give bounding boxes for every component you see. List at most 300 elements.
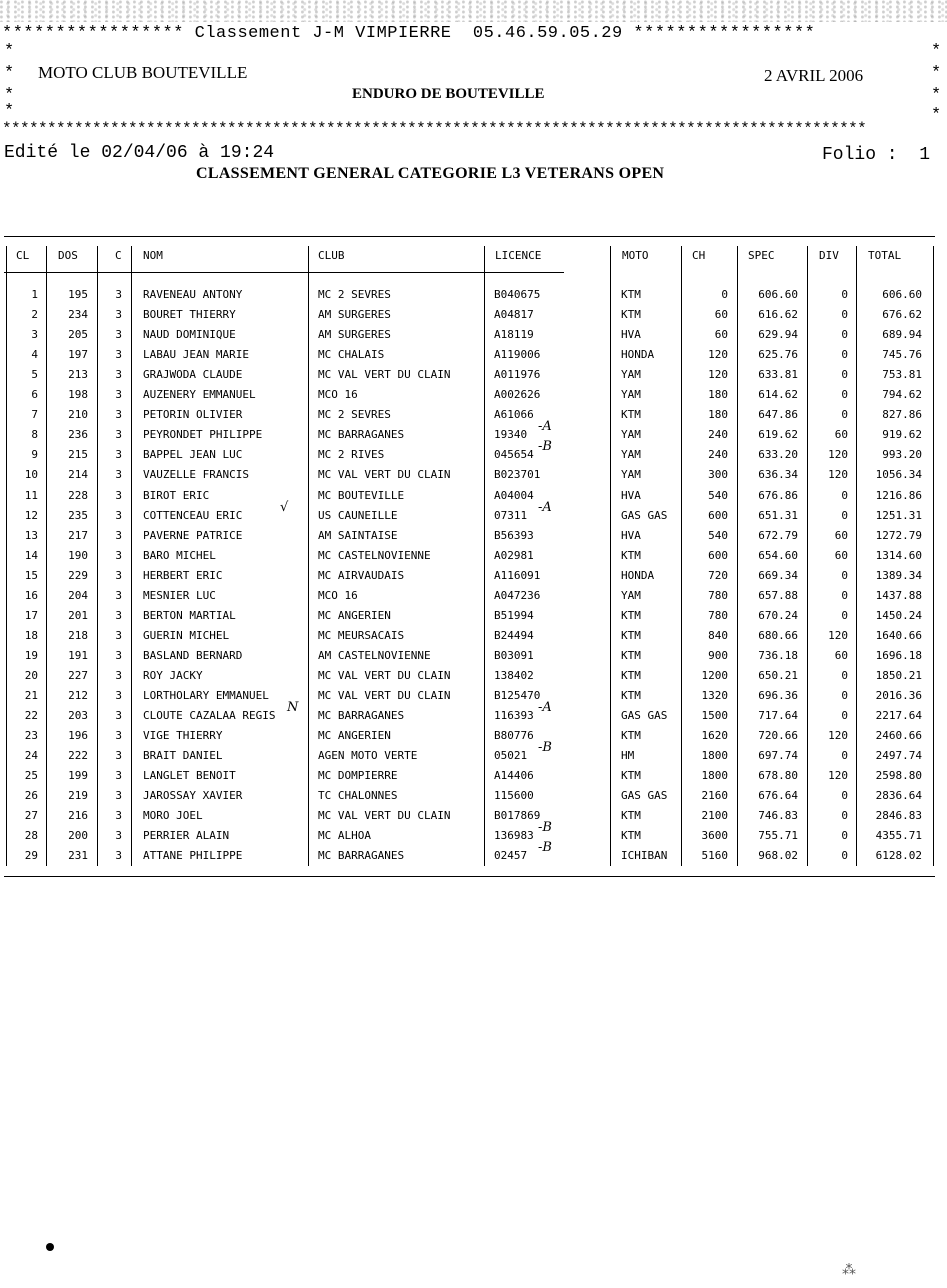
cell-c: 3 <box>115 568 122 582</box>
cell-spec: 968.02 <box>758 849 798 863</box>
table-row <box>0 666 947 686</box>
cell-c: 3 <box>115 448 122 462</box>
cell-cl: 29 <box>24 849 38 863</box>
cell-moto: KTM <box>621 548 641 562</box>
cell-licence: A18119 <box>494 328 534 342</box>
scan-smudge: ⁂ <box>842 1263 856 1279</box>
cell-dos: 191 <box>68 648 88 662</box>
cell-licence: 05021 <box>494 749 528 763</box>
cell-club: MC BARRAGANES <box>318 709 405 723</box>
table-row <box>0 846 947 866</box>
cell-nom: LORTHOLARY EMMANUEL <box>143 689 269 702</box>
cell-nom: BRAIT DANIEL <box>143 749 223 763</box>
cell-club: MC ANGERIEN <box>318 729 391 743</box>
col-header-licence: LICENCE <box>495 249 542 262</box>
cell-licence: A04817 <box>494 308 534 322</box>
table-header-row <box>0 246 947 266</box>
cell-spec: 657.88 <box>758 588 798 602</box>
cell-licence: B017869 <box>494 809 541 823</box>
cell-ch: 600 <box>708 508 728 522</box>
cell-c: 3 <box>115 428 122 442</box>
cell-cl: 4 <box>31 348 38 362</box>
cell-total: 1272.79 <box>875 528 922 542</box>
cell-licence: A61066 <box>494 408 534 422</box>
cell-cl: 22 <box>24 709 38 723</box>
table-bottom-border <box>4 876 935 877</box>
table-row <box>0 385 947 405</box>
cell-moto: KTM <box>621 308 641 322</box>
table-row <box>0 646 947 666</box>
event-title: ENDURO DE BOUTEVILLE <box>352 86 545 102</box>
cell-nom: MORO JOEL <box>143 809 203 823</box>
handwritten-mark: -B <box>538 820 552 836</box>
table-row <box>0 626 947 646</box>
col-header-total: TOTAL <box>868 249 902 262</box>
table-row <box>0 305 947 325</box>
cell-moto: KTM <box>621 689 641 702</box>
cell-total: 6128.02 <box>875 849 922 863</box>
cell-total: 1437.88 <box>875 588 922 602</box>
cell-ch: 1800 <box>701 749 728 763</box>
cell-nom: NAUD DOMINIQUE <box>143 328 236 342</box>
cell-moto: YAM <box>621 428 641 442</box>
cell-div: 0 <box>841 508 848 522</box>
cell-nom: COTTENCEAU ERIC <box>143 508 243 522</box>
cell-club: MC VAL VERT DU CLAIN <box>318 809 451 823</box>
cell-div: 0 <box>841 368 848 382</box>
cell-total: 2846.83 <box>875 809 922 823</box>
cell-ch: 240 <box>708 428 728 442</box>
cell-spec: 647.86 <box>758 408 798 422</box>
col-header-spec: SPEC <box>748 249 775 262</box>
table-row <box>0 425 947 445</box>
cell-dos: 214 <box>68 468 88 482</box>
cell-cl: 11 <box>24 488 38 502</box>
cell-cl: 1 <box>31 288 38 301</box>
cell-cl: 9 <box>31 448 38 462</box>
cell-ch: 120 <box>708 348 728 362</box>
cell-div: 60 <box>834 528 848 542</box>
cell-dos: 229 <box>68 568 88 582</box>
cell-licence: 116393 <box>494 709 534 723</box>
cell-licence: 138402 <box>494 668 534 682</box>
cell-cl: 24 <box>24 749 38 763</box>
cell-dos: 210 <box>68 408 88 422</box>
cell-div: 0 <box>841 689 848 702</box>
cell-spec: 717.64 <box>758 709 798 723</box>
cell-ch: 540 <box>708 528 728 542</box>
cell-nom: ATTANE PHILIPPE <box>143 849 243 863</box>
cell-cl: 12 <box>24 508 38 522</box>
cell-total: 2016.36 <box>875 689 922 702</box>
cell-ch: 1200 <box>701 668 728 682</box>
cell-c: 3 <box>115 508 122 522</box>
cell-spec: 669.34 <box>758 568 798 582</box>
cell-cl: 21 <box>24 689 38 702</box>
cell-spec: 755.71 <box>758 829 798 843</box>
cell-ch: 720 <box>708 568 728 582</box>
cell-ch: 240 <box>708 448 728 462</box>
table-row <box>0 465 947 485</box>
cell-div: 0 <box>841 809 848 823</box>
cell-club: MC 2 SEVRES <box>318 288 391 301</box>
cell-moto: YAM <box>621 388 641 402</box>
cell-div: 0 <box>841 588 848 602</box>
table-row <box>0 806 947 826</box>
cell-c: 3 <box>115 689 122 702</box>
cell-nom: CLOUTE CAZALAA REGIS <box>143 709 276 723</box>
col-header-cl: CL <box>16 249 30 262</box>
cell-div: 0 <box>841 829 848 843</box>
cell-licence: 02457 <box>494 849 528 863</box>
cell-licence: A02981 <box>494 548 534 562</box>
cell-div: 120 <box>828 769 848 783</box>
cell-total: 827.86 <box>882 408 922 422</box>
cell-club: MC CASTELNOVIENNE <box>318 548 431 562</box>
cell-total: 2460.66 <box>875 729 922 743</box>
cell-c: 3 <box>115 729 122 743</box>
cell-c: 3 <box>115 548 122 562</box>
cell-licence: A116091 <box>494 568 541 582</box>
cell-licence: B80776 <box>494 729 534 743</box>
cell-c: 3 <box>115 328 122 342</box>
cell-div: 0 <box>841 328 848 342</box>
cell-spec: 696.36 <box>758 689 798 702</box>
cell-moto: GAS GAS <box>621 789 668 803</box>
cell-dos: 190 <box>68 548 88 562</box>
cell-club: MC VAL VERT DU CLAIN <box>318 668 451 682</box>
table-row <box>0 746 947 766</box>
cell-div: 0 <box>841 288 848 301</box>
cell-club: MC MEURSACAIS <box>318 628 405 642</box>
cell-licence: 045654 <box>494 448 534 462</box>
cell-moto: KTM <box>621 809 641 823</box>
cell-spec: 606.60 <box>758 288 798 301</box>
cell-spec: 619.62 <box>758 428 798 442</box>
cell-total: 753.81 <box>882 368 922 382</box>
event-date: 2 AVRIL 2006 <box>764 66 864 85</box>
club-name: MOTO CLUB BOUTEVILLE <box>38 63 248 82</box>
cell-club: MC VAL VERT DU CLAIN <box>318 368 451 382</box>
cell-cl: 14 <box>24 548 38 562</box>
cell-moto: HVA <box>621 528 641 542</box>
cell-dos: 212 <box>68 689 88 702</box>
table-row <box>0 706 947 726</box>
cell-club: MC BARRAGANES <box>318 849 405 863</box>
table-row <box>0 365 947 385</box>
cell-c: 3 <box>115 789 122 803</box>
banner-stars-right: ***************** <box>633 24 816 43</box>
table-row <box>0 486 947 506</box>
cell-cl: 5 <box>31 368 38 382</box>
cell-ch: 2160 <box>701 789 728 803</box>
cell-total: 919.62 <box>882 428 922 442</box>
cell-nom: JAROSSAY XAVIER <box>143 789 243 803</box>
right-star-1: * <box>931 42 942 61</box>
cell-div: 0 <box>841 348 848 362</box>
cell-club: MC 2 SEVRES <box>318 408 391 422</box>
cell-ch: 900 <box>708 648 728 662</box>
banner-line <box>2 24 815 43</box>
cell-c: 3 <box>115 488 122 502</box>
cell-club: MC 2 RIVES <box>318 448 385 462</box>
cell-total: 1450.24 <box>875 608 922 622</box>
col-header-ch: CH <box>692 249 706 262</box>
cell-club: MCO 16 <box>318 588 358 602</box>
cell-licence: A047236 <box>494 588 541 602</box>
cell-spec: 654.60 <box>758 548 798 562</box>
cell-nom: PAVERNE PATRICE <box>143 528 243 542</box>
cell-dos: 203 <box>68 709 88 723</box>
cell-licence: A002626 <box>494 388 541 402</box>
col-header-dos: DOS <box>58 249 78 262</box>
table-row <box>0 405 947 425</box>
cell-cl: 26 <box>24 789 38 803</box>
right-star-2: * <box>931 64 942 83</box>
cell-club: MC ANGERIEN <box>318 608 391 622</box>
cell-nom: BOURET THIERRY <box>143 308 236 322</box>
cell-licence: B03091 <box>494 648 534 662</box>
cell-cl: 10 <box>24 468 38 482</box>
cell-total: 1640.66 <box>875 628 922 642</box>
cell-moto: KTM <box>621 769 641 783</box>
cell-total: 993.20 <box>882 448 922 462</box>
cell-div: 120 <box>828 468 848 482</box>
cell-div: 0 <box>841 408 848 422</box>
col-header-club: CLUB <box>318 249 345 262</box>
cell-nom: BIROT ERIC <box>143 488 210 502</box>
header-bottom-border <box>4 272 564 273</box>
cell-div: 60 <box>834 428 848 442</box>
cell-c: 3 <box>115 849 122 863</box>
cell-c: 3 <box>115 308 122 322</box>
cell-ch: 780 <box>708 608 728 622</box>
cell-club: AGEN MOTO VERTE <box>318 749 418 763</box>
cell-ch: 1800 <box>701 769 728 783</box>
cell-cl: 28 <box>24 829 38 843</box>
cell-nom: VIGE THIERRY <box>143 729 223 743</box>
cell-div: 0 <box>841 789 848 803</box>
cell-dos: 215 <box>68 448 88 462</box>
cell-spec: 676.86 <box>758 488 798 502</box>
cell-club: MC CHALAIS <box>318 348 385 362</box>
cell-dos: 228 <box>68 488 88 502</box>
table-row <box>0 606 947 626</box>
cell-nom: PETORIN OLIVIER <box>143 408 243 422</box>
cell-moto: KTM <box>621 648 641 662</box>
cell-c: 3 <box>115 648 122 662</box>
cell-nom: GUERIN MICHEL <box>143 628 230 642</box>
handwritten-mark: -A <box>538 499 552 515</box>
cell-moto: KTM <box>621 288 641 301</box>
cell-nom: RAVENEAU ANTONY <box>143 288 243 301</box>
category-title: CLASSEMENT GENERAL CATEGORIE L3 VETERANS OPEN <box>196 165 665 182</box>
cell-total: 606.60 <box>882 288 922 301</box>
cell-club: US CAUNEILLE <box>318 508 398 522</box>
left-star-1: * <box>4 42 15 61</box>
cell-nom: GRAJWODA CLAUDE <box>143 368 243 382</box>
cell-nom: AUZENERY EMMANUEL <box>143 388 256 402</box>
cell-ch: 1500 <box>701 709 728 723</box>
cell-dos: 199 <box>68 769 88 783</box>
handwritten-mark: √ <box>280 499 289 515</box>
cell-spec: 697.74 <box>758 749 798 763</box>
cell-nom: BARO MICHEL <box>143 548 216 562</box>
cell-moto: YAM <box>621 468 641 482</box>
cell-dos: 197 <box>68 348 88 362</box>
cell-spec: 670.24 <box>758 608 798 622</box>
cell-dos: 205 <box>68 328 88 342</box>
cell-spec: 636.34 <box>758 468 798 482</box>
cell-cl: 8 <box>31 428 38 442</box>
cell-licence: 19340 <box>494 428 528 442</box>
cell-moto: HM <box>621 749 635 763</box>
cell-total: 1696.18 <box>875 648 922 662</box>
cell-total: 1216.86 <box>875 488 922 502</box>
cell-c: 3 <box>115 769 122 783</box>
table-row <box>0 766 947 786</box>
cell-nom: BAPPEL JEAN LUC <box>143 448 243 462</box>
cell-club: AM CASTELNOVIENNE <box>318 648 431 662</box>
cell-moto: YAM <box>621 448 641 462</box>
cell-nom: PERRIER ALAIN <box>143 829 230 843</box>
cell-licence: 136983 <box>494 829 534 843</box>
cell-ch: 1320 <box>701 689 728 702</box>
table-row <box>0 285 947 305</box>
left-star-3: * <box>4 86 15 105</box>
cell-moto: YAM <box>621 588 641 602</box>
cell-ch: 60 <box>714 328 728 342</box>
cell-c: 3 <box>115 749 122 763</box>
cell-moto: KTM <box>621 408 641 422</box>
cell-spec: 736.18 <box>758 648 798 662</box>
cell-spec: 629.94 <box>758 328 798 342</box>
cell-ch: 300 <box>708 468 728 482</box>
cell-moto: KTM <box>621 829 641 843</box>
cell-moto: KTM <box>621 668 641 682</box>
cell-ch: 180 <box>708 408 728 422</box>
cell-c: 3 <box>115 288 122 301</box>
cell-cl: 16 <box>24 588 38 602</box>
cell-div: 0 <box>841 668 848 682</box>
cell-moto: HONDA <box>621 348 655 362</box>
cell-dos: 195 <box>68 288 88 301</box>
right-star-4: * <box>931 106 942 125</box>
cell-licence: 115600 <box>494 789 534 803</box>
cell-dos: 234 <box>68 308 88 322</box>
table-row <box>0 526 947 546</box>
cell-total: 2598.80 <box>875 769 922 783</box>
cell-c: 3 <box>115 588 122 602</box>
cell-spec: 616.62 <box>758 308 798 322</box>
cell-spec: 672.79 <box>758 528 798 542</box>
cell-moto: YAM <box>621 368 641 382</box>
banner-title: Classement J-M VIMPIERRE 05.46.59.05.29 <box>194 24 623 43</box>
cell-spec: 720.66 <box>758 729 798 743</box>
table-row <box>0 445 947 465</box>
cell-div: 120 <box>828 729 848 743</box>
col-header-div: DIV <box>819 249 839 262</box>
cell-total: 1314.60 <box>875 548 922 562</box>
cell-spec: 633.20 <box>758 448 798 462</box>
cell-ch: 3600 <box>701 829 728 843</box>
cell-ch: 60 <box>714 308 728 322</box>
cell-ch: 5160 <box>701 849 728 863</box>
cell-moto: KTM <box>621 608 641 622</box>
table-row <box>0 345 947 365</box>
scan-noise <box>0 0 947 22</box>
cell-total: 794.62 <box>882 388 922 402</box>
left-star-4: * <box>4 102 15 121</box>
cell-total: 676.62 <box>882 308 922 322</box>
cell-nom: LABAU JEAN MARIE <box>143 348 249 362</box>
cell-club: AM SAINTAISE <box>318 528 398 542</box>
cell-ch: 840 <box>708 628 728 642</box>
cell-licence: A119006 <box>494 348 541 362</box>
cell-nom: BERTON MARTIAL <box>143 608 236 622</box>
cell-licence: 07311 <box>494 508 528 522</box>
cell-moto: GAS GAS <box>621 508 668 522</box>
cell-c: 3 <box>115 709 122 723</box>
cell-licence: A14406 <box>494 769 534 783</box>
cell-cl: 3 <box>31 328 38 342</box>
star-separator: ************************************************************************************************ <box>2 120 867 138</box>
cell-cl: 6 <box>31 388 38 402</box>
cell-nom: ROY JACKY <box>143 668 203 682</box>
cell-licence: B56393 <box>494 528 534 542</box>
cell-cl: 18 <box>24 628 38 642</box>
cell-total: 1850.21 <box>875 668 922 682</box>
cell-total: 2497.74 <box>875 749 922 763</box>
col-header-nom: NOM <box>143 249 163 262</box>
cell-dos: 200 <box>68 829 88 843</box>
cell-club: MC DOMPIERRE <box>318 769 398 783</box>
right-star-3: * <box>931 86 942 105</box>
cell-licence: B51994 <box>494 608 534 622</box>
cell-div: 120 <box>828 448 848 462</box>
edit-info: Edité le 02/04/06 à 19:24 <box>4 143 275 163</box>
cell-dos: 231 <box>68 849 88 863</box>
cell-spec: 633.81 <box>758 368 798 382</box>
cell-nom: BASLAND BERNARD <box>143 648 243 662</box>
cell-club: MC AIRVAUDAIS <box>318 568 405 582</box>
cell-ch: 600 <box>708 548 728 562</box>
cell-c: 3 <box>115 348 122 362</box>
cell-licence: B023701 <box>494 468 541 482</box>
cell-club: MC ALHOA <box>318 829 371 843</box>
cell-moto: HVA <box>621 328 641 342</box>
cell-cl: 27 <box>24 809 38 823</box>
cell-ch: 780 <box>708 588 728 602</box>
cell-licence: A04004 <box>494 488 534 502</box>
col-header-moto: MOTO <box>622 249 649 262</box>
cell-dos: 204 <box>68 588 88 602</box>
cell-total: 745.76 <box>882 348 922 362</box>
cell-dos: 217 <box>68 528 88 542</box>
cell-cl: 20 <box>24 668 38 682</box>
cell-c: 3 <box>115 628 122 642</box>
cell-ch: 0 <box>721 288 728 301</box>
cell-club: AM SURGERES <box>318 308 391 322</box>
cell-club: MC BOUTEVILLE <box>318 488 405 502</box>
cell-licence: B24494 <box>494 628 534 642</box>
cell-ch: 2100 <box>701 809 728 823</box>
cell-spec: 614.62 <box>758 388 798 402</box>
cell-div: 0 <box>841 308 848 322</box>
cell-licence: B125470 <box>494 689 541 702</box>
handwritten-mark: -A <box>538 419 552 435</box>
cell-club: AM SURGERES <box>318 328 391 342</box>
